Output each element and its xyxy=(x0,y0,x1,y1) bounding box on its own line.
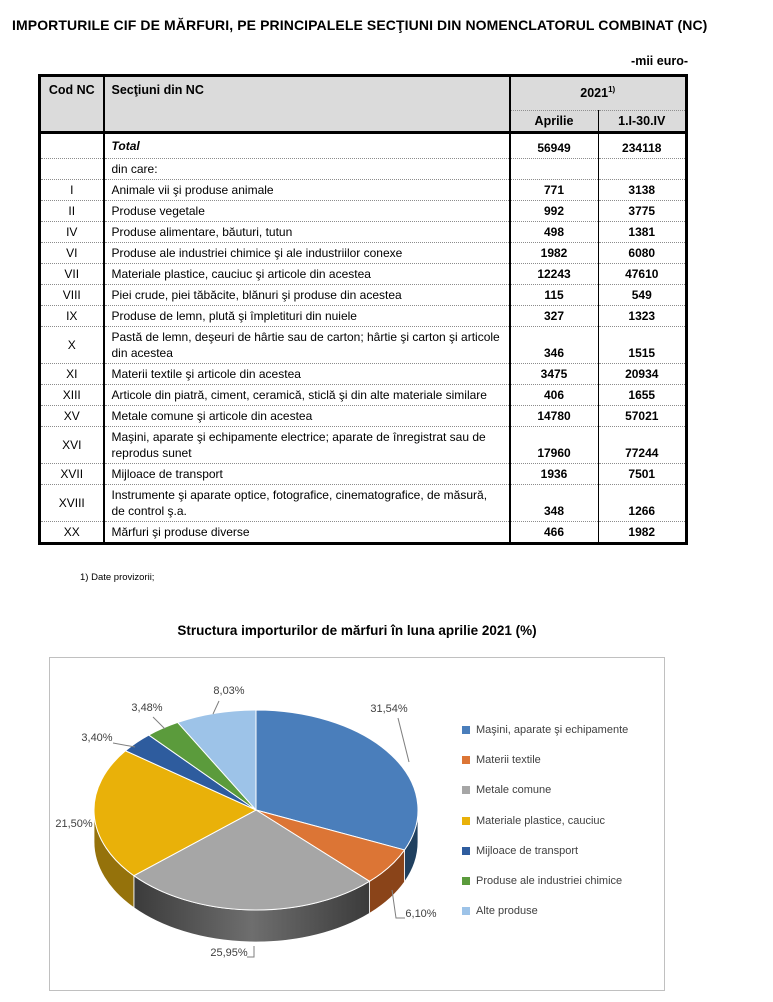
row-code: XVIII xyxy=(40,485,104,522)
col-header-year xyxy=(510,76,687,111)
table-row xyxy=(40,522,687,544)
row-code: II xyxy=(40,201,104,222)
row-code xyxy=(40,159,104,180)
table-row xyxy=(40,222,687,243)
table-row xyxy=(40,180,687,201)
pie-label: 31,54% xyxy=(370,703,408,715)
row-value-aprilie: 17960 xyxy=(510,427,599,464)
row-value-aprilie: 1936 xyxy=(510,464,599,485)
table-row xyxy=(40,364,687,385)
table-row xyxy=(40,406,687,427)
row-value-aprilie: 14780 xyxy=(510,406,599,427)
row-section-name: Piei crude, piei tăbăcite, blănuri şi produse din acestea xyxy=(104,285,510,306)
row-value-aprilie: 406 xyxy=(510,385,599,406)
row-code: XI xyxy=(40,364,104,385)
row-value-cumulative: 3138 xyxy=(598,180,687,201)
row-value-cumulative: 1982 xyxy=(598,522,687,544)
row-code xyxy=(40,133,104,159)
legend-item xyxy=(462,784,551,796)
row-section-name: din care: xyxy=(104,159,510,180)
leader-line xyxy=(113,743,135,747)
row-section-name: Articole din piatră, ciment, ceramică, sticlă şi din alte materiale similare xyxy=(104,385,510,406)
row-section-name: Produse alimentare, băuturi, tutun xyxy=(104,222,510,243)
year-footnote-marker: 1) xyxy=(608,85,616,94)
row-code: VIII xyxy=(40,285,104,306)
legend-label: Materii textile xyxy=(476,754,541,767)
imports-table xyxy=(38,74,688,545)
legend-item xyxy=(462,724,628,736)
legend-item xyxy=(462,875,622,887)
row-code: IV xyxy=(40,222,104,243)
row-section-name: Materiale plastice, cauciuc şi articole din acestea xyxy=(104,264,510,285)
table-row xyxy=(40,201,687,222)
row-section-name: Produse ale industriei chimice şi ale industriilor conexe xyxy=(104,243,510,264)
row-value-aprilie: 115 xyxy=(510,285,599,306)
row-value-aprilie xyxy=(510,159,599,180)
row-value-aprilie: 346 xyxy=(510,327,599,364)
leader-line xyxy=(213,701,219,714)
legend-item xyxy=(462,754,541,766)
table-header xyxy=(40,76,687,133)
pie-chart-container xyxy=(49,657,665,991)
col-header-code: Cod NC xyxy=(40,76,104,133)
table-row xyxy=(40,243,687,264)
imports-table-wrapper xyxy=(38,74,688,545)
year-label: 2021 xyxy=(580,86,609,101)
row-code: XVII xyxy=(40,464,104,485)
leader-line xyxy=(247,946,254,957)
chart-title: Structura importurilor de mărfuri în luna aprilie 2021 (%) xyxy=(177,623,537,638)
row-value-cumulative: 1655 xyxy=(598,385,687,406)
col-header-cumulative: 1.I-30.IV xyxy=(598,111,687,133)
table-row xyxy=(40,159,687,180)
table-row xyxy=(40,327,687,364)
row-section-name: Instrumente şi aparate optice, fotografice, cinematografice, de măsură, de control ş.a. xyxy=(104,485,510,522)
row-value-cumulative: 1323 xyxy=(598,306,687,327)
legend-swatch-icon xyxy=(462,726,470,734)
row-code: IX xyxy=(40,306,104,327)
table-row xyxy=(40,306,687,327)
row-code: X xyxy=(40,327,104,364)
row-value-cumulative: 47610 xyxy=(598,264,687,285)
legend-swatch-icon xyxy=(462,847,470,855)
row-value-cumulative: 57021 xyxy=(598,406,687,427)
row-value-aprilie: 466 xyxy=(510,522,599,544)
row-value-aprilie: 12243 xyxy=(510,264,599,285)
row-value-aprilie: 3475 xyxy=(510,364,599,385)
row-section-name: Mijloace de transport xyxy=(104,464,510,485)
row-value-aprilie: 348 xyxy=(510,485,599,522)
row-section-name: Animale vii şi produse animale xyxy=(104,180,510,201)
row-code: VII xyxy=(40,264,104,285)
row-value-cumulative: 234118 xyxy=(622,141,662,155)
pie-label: 21,50% xyxy=(55,818,93,830)
row-value-cumulative: 77244 xyxy=(598,427,687,464)
row-value-aprilie: 1982 xyxy=(510,243,599,264)
legend-item xyxy=(462,845,578,857)
leader-line xyxy=(153,717,165,729)
row-value-cumulative: 1266 xyxy=(598,485,687,522)
legend-item xyxy=(462,905,538,917)
table-row xyxy=(40,264,687,285)
legend-item xyxy=(462,815,605,827)
row-code: XIII xyxy=(40,385,104,406)
table-row xyxy=(40,485,687,522)
row-section-name: Metale comune şi articole din acestea xyxy=(104,406,510,427)
row-code: I xyxy=(40,180,104,201)
pie-label: 3,40% xyxy=(81,732,113,744)
row-code: XV xyxy=(40,406,104,427)
chart-legend xyxy=(462,658,662,992)
row-section-name: Mărfuri şi produse diverse xyxy=(104,522,510,544)
row-code: VI xyxy=(40,243,104,264)
row-value-aprilie: 498 xyxy=(510,222,599,243)
table-row xyxy=(40,133,687,159)
pie-label: 3,48% xyxy=(131,702,163,714)
table-row xyxy=(40,464,687,485)
row-value-cumulative: 6080 xyxy=(598,243,687,264)
row-value-aprilie: 327 xyxy=(510,306,599,327)
legend-swatch-icon xyxy=(462,786,470,794)
pie-label: 6,10% xyxy=(405,908,437,920)
table-row xyxy=(40,385,687,406)
legend-label: Maşini, aparate şi echipamente xyxy=(476,724,629,736)
legend-swatch-icon xyxy=(462,877,470,885)
legend-swatch-icon xyxy=(462,907,470,915)
legend-label: Metale comune xyxy=(476,784,552,797)
row-code: XX xyxy=(40,522,104,544)
row-value-cumulative xyxy=(598,159,687,180)
col-header-section: Secţiuni din NC xyxy=(104,76,510,133)
footnote: 1) Date provizorii; xyxy=(80,572,155,583)
table-body xyxy=(40,133,687,544)
row-section-name: Produse de lemn, plută şi împletituri din nuiele xyxy=(104,306,510,327)
legend-label: Mijloace de transport xyxy=(476,844,579,857)
legend-swatch-icon xyxy=(462,817,470,825)
table-row xyxy=(40,427,687,464)
row-section-name: Produse vegetale xyxy=(104,201,510,222)
row-value-cumulative: 549 xyxy=(598,285,687,306)
unit-note: -mii euro- xyxy=(631,54,688,68)
document-title: IMPORTURILE CIF DE MĂRFURI, PE PRINCIPALELE SECŢIUNI DIN NOMENCLATORUL COMBINAT (NC) xyxy=(12,17,708,33)
row-value-aprilie: 771 xyxy=(510,180,599,201)
pie-label: 25,95% xyxy=(210,947,248,959)
legend-label: Alte produse xyxy=(476,905,538,918)
row-code: XVI xyxy=(40,427,104,464)
row-section-name: Maşini, aparate şi echipamente electrice; aparate de înregistrat sau de reprodus sunet xyxy=(104,427,510,464)
row-section-name: Total xyxy=(104,133,510,159)
row-value-cumulative: 1515 xyxy=(598,327,687,364)
row-value-cumulative: 1381 xyxy=(598,222,687,243)
row-value-aprilie: 56949 xyxy=(510,133,599,159)
legend-label: Materiale plastice, cauciuc xyxy=(476,814,606,827)
row-value-cumulative: 20934 xyxy=(598,364,687,385)
legend-label: Produse ale industriei chimice xyxy=(476,875,623,887)
row-section-name: Pastă de lemn, deşeuri de hârtie sau de carton; hârtie şi carton şi articole din acestea xyxy=(104,327,510,364)
row-section-name: Materii textile şi articole din acestea xyxy=(104,364,510,385)
pie-label: 8,03% xyxy=(213,685,245,697)
col-header-month: Aprilie xyxy=(510,111,599,133)
legend-swatch-icon xyxy=(462,756,470,764)
row-value-cumulative: 7501 xyxy=(598,464,687,485)
row-value-cumulative: 3775 xyxy=(598,201,687,222)
leader-line xyxy=(398,718,409,762)
table-row xyxy=(40,285,687,306)
row-value-aprilie: 992 xyxy=(510,201,599,222)
